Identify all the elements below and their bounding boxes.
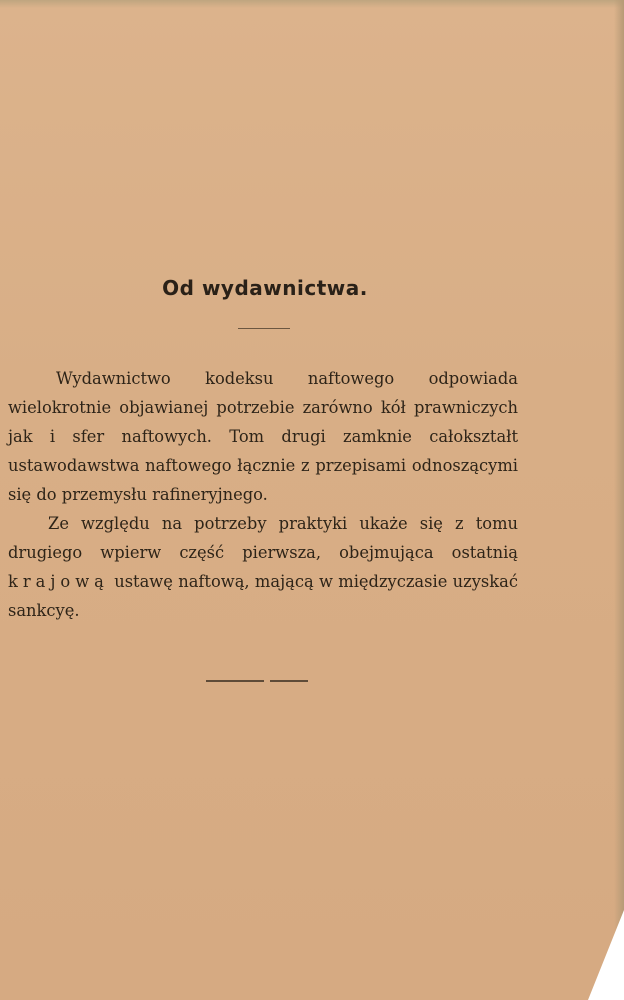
- body-text: [8, 364, 518, 625]
- paragraph-2-end: ustawę naftową, mającą w międzyczasie uzyskać sankcyę.: [8, 572, 518, 620]
- paragraph-2: [8, 509, 518, 625]
- paragraph-2-emphasis: krajową: [8, 572, 109, 591]
- paragraph-1: Wydawnictwo kodeksu naftowego odpowiada wielokrotnie objawianej potrzebie zarówno kół prawniczych jak i sfer naftowych. Tom drugi zamknie całokształt ustawodawstwa naftowego łącznie z przepisami odnoszącymi się do przemysłu rafineryjnego.: [8, 369, 518, 504]
- paragraph-2-start: Ze względu na potrzeby praktyki ukaże się z tomu drugiego wpierw część pierwsza, obejmująca ostatnią: [8, 514, 518, 562]
- torn-corner: [588, 910, 624, 1000]
- closing-divider-segment: [270, 680, 308, 682]
- heading-divider: [238, 328, 290, 329]
- page-top-edge: [0, 0, 624, 8]
- page-heading: Od wydawnictwa.: [162, 276, 368, 300]
- page-right-edge: [614, 0, 624, 1000]
- closing-divider-segment: [206, 680, 264, 682]
